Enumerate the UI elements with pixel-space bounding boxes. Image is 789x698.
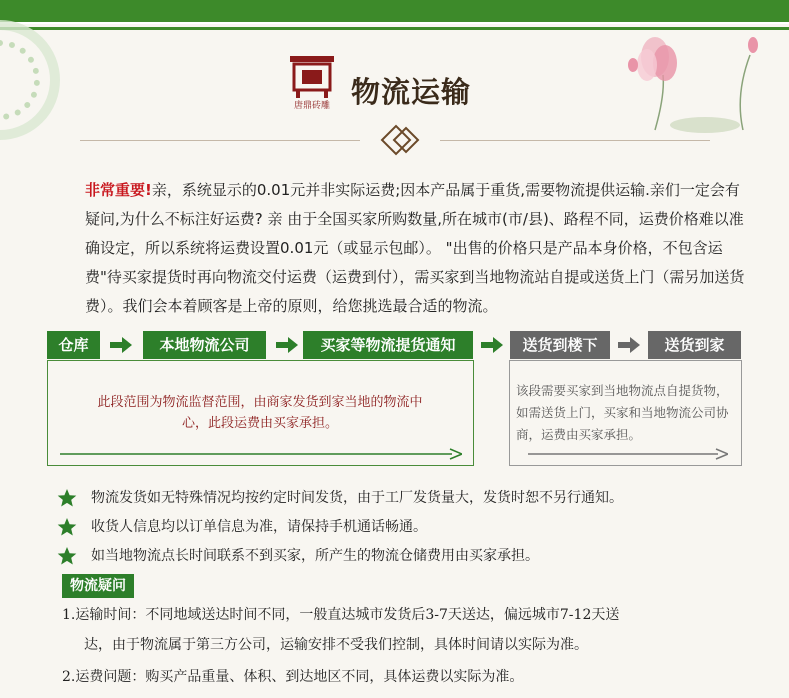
faq-badge: 物流疑问 [62, 574, 134, 598]
logistics-scope-note: 此段范围为物流监督范围，由商家发货到家当地的物流中心，此段运费由买家承担。 [97, 395, 423, 431]
notice-text: 如当地物流点长时间联系不到买家，所产生的物流仓储费用由买家承担。 [91, 548, 539, 564]
step-warehouse: 仓库 [47, 331, 100, 359]
arrow-right-icon [110, 336, 132, 354]
faq-item-transit-time: 1.运输时间：不同地域送达时间不同，一般直达城市发货后3-7天送达，偏远城市7-12天送 [62, 607, 620, 623]
faq-item-shipping-fee: 2.运费问题：购买产品重量、体积、到达地区不同，具体运费以实际为准。 [62, 669, 524, 685]
step-deliver-home: 送货到家 [648, 331, 741, 359]
brand-logo [288, 54, 336, 110]
intro-text: 亲，系统显示的0.01元并非实际运费;因本产品属于重货,需要物流提供运输.亲们一定会有疑问,为什么不标注好运费? 亲 由于全国买家所购数量,所在城市(市/县)、路程不同，运费价格难以准确设定，所以系统将运费设置0.01元（或显示包邮）。 "出售的价格只是产品本身价格，不包含运费"待买家提货时再向物流交付运费（运费到付），需买家到当地物流站自提或送货上门（需另加送货费）。我们会本着顾客是上帝的原则，给您挑选最合适的物流。 [85, 181, 745, 315]
diamond-ornament-icon [360, 118, 440, 162]
step-local-logistics: 本地物流公司 [143, 331, 266, 359]
step-deliver-downstairs: 送货到楼下 [510, 331, 610, 359]
faq-item-transit-time-cont: 达，由于物流属于第三方公司，运输安排不受我们控制，具体时间请以实际为准。 [84, 637, 588, 653]
arrow-right-icon [618, 336, 640, 354]
important-label: 非常重要! [85, 181, 152, 199]
star-icon [57, 488, 77, 508]
star-icon [57, 517, 77, 537]
star-icon [57, 546, 77, 566]
scope-arrow-icon [60, 448, 462, 460]
notice-text: 收货人信息均以订单信息为准，请保持手机通话畅通。 [91, 519, 427, 535]
logo-text: 唐鼎砖雕 [293, 101, 331, 110]
notice-item [57, 486, 623, 510]
arrow-right-icon [481, 336, 503, 354]
top-banner-bar [0, 0, 789, 24]
notice-item [57, 544, 539, 568]
intro-paragraph [47, 176, 747, 321]
top-divider-line [0, 27, 789, 30]
arrow-right-icon [276, 336, 298, 354]
step-buyer-notice: 买家等物流提货通知 [303, 331, 473, 359]
pickup-arrow-icon [528, 448, 728, 460]
notice-item [57, 515, 427, 539]
self-pickup-note: 该段需要买家到当地物流点自提货物，如需送货上门，买家和当地物流公司协商，运费由买家承担。 [516, 383, 729, 442]
notice-text: 物流发货如无特殊情况均按约定时间发货，由于工厂发货量大，发货时恕不另行通知。 [91, 490, 623, 506]
page-title: 物流运输 [351, 75, 472, 109]
lotus-illustration [625, 35, 775, 135]
